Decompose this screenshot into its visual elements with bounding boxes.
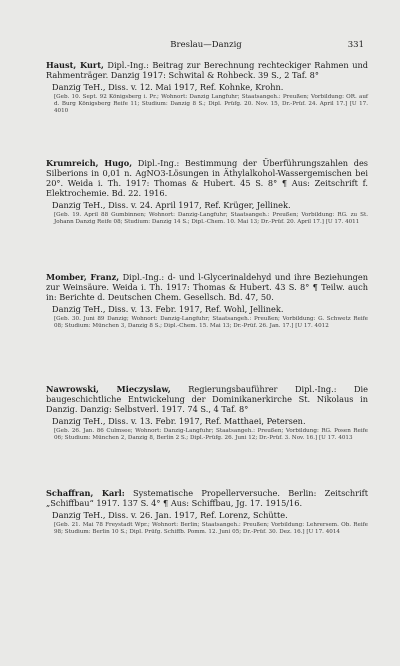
author-name: Nawrowski, Mieczyslaw, xyxy=(46,384,171,394)
title-text: Dipl.-Ing.: Beitrag zur Berechnung rechteckiger Rahmen und Rahmenträger. Danzig 1917: Schwital & Rohbeck. 39 S., 2 Taf. 8° xyxy=(46,60,368,80)
biographical-notes: [Geb. 30. Juni 89 Danzig; Wohnort: Danzig-Langfuhr; Staatsangeh.: Preußen; Vorbildung: G. Schwetz Reife 08; Studium: München 3, Danzig 8 S.; Dipl.-Chem. 15. Mai 13; Dr.-Prüf. 26. Jan. 17.] [U 17. 4012 xyxy=(54,316,368,329)
running-header xyxy=(48,40,364,54)
title-text: Dipl.-Ing.: d- und l-Glycerinaldehyd und ihre Beziehungen zur Weinsäure. Weida i. Th. 1917: Thomas & Hubert. 43 S. 8° ¶ Teilw. auch in: Berichte d. Deutschen Chem. Gesellsch. Bd. 47, 50. xyxy=(46,272,368,302)
author-name: Momber, Franz, xyxy=(46,272,120,282)
dissertation-line: Danzig TeH., Diss. v. 26. Jan. 1917, Ref. Lorenz, Schütte. xyxy=(52,510,288,520)
author-name: Krumreich, Hugo, xyxy=(46,158,133,168)
biographical-notes: [Geb. 26. Jan. 86 Culmsee; Wohnort: Danzig-Langfuhr; Staatsangeh.: Preußen; Vorbildung: RG. Posen Reife 06; Studium: München 2, Danzig 8, Berlin 2 S.; Dipl.-Prüfg. 26. Juni 12; Dr.-Prüf. 3. Nov. 16.] [U 17. 4013 xyxy=(54,428,368,441)
entry-momber xyxy=(46,272,368,330)
bibliographic-record xyxy=(46,60,368,80)
title-text: Systematische Propellerversuche. Berlin: Zeitschrift „Schiffbau“ 1917. 137 S. 4° ¶ Aus: Schiffbau, Jg. 17. 1915/16. xyxy=(46,488,368,508)
bibliographic-record xyxy=(46,158,368,198)
bibliographic-record xyxy=(46,384,368,414)
dissertation-line: Danzig TeH., Diss. v. 12. Mai 1917, Ref. Kohnke, Krohn. xyxy=(52,82,284,92)
title-text: Regierungsbauführer Dipl.-Ing.: Die baugeschichtliche Entwickelung der Dominikanerkirche St. Nikolaus in Danzig. Danzig: Selbstverl. 1917. 74 S., 4 Taf. 8° xyxy=(46,384,368,414)
bibliographic-record xyxy=(46,272,368,302)
author-name: Schaffran, Karl: xyxy=(46,488,125,498)
title-text: Dipl.-Ing.: Bestimmung der Überführungszahlen des Silberions in 0,01 n. AgNO3-Lösungen in Äthylalkohol-Wassergemischen bei 20°. Weida i. Th. 1917: Thomas & Hubert. 45 S. 8° ¶ Aus: Zeitschrift f. Elektrochemie. Bd. 22. 1916. xyxy=(46,158,369,198)
entry-krumreich xyxy=(46,158,368,226)
entry-schaffran xyxy=(46,488,368,536)
biographical-notes: [Geb. 10. Sept. 92 Königsberg i. Pr.; Wohnort: Danzig Langfuhr; Staatsangeh.: Preußen; Vorbildung: OR. auf d. Burg Königsberg Reife 11; Studium: Danzig 8 S.; Dipl. Prüfg. 20. Nov. 15, Dr.-Prüf. 24. April 17.] [U 17. 4010 xyxy=(54,94,368,114)
page-number: 331 xyxy=(347,40,364,50)
bibliographic-record xyxy=(46,488,368,508)
dissertation-line: Danzig TeH., Diss. v. 13. Febr. 1917, Ref. Wohl, Jellinek. xyxy=(52,304,284,314)
dissertation-line: Danzig TeH., Diss. v. 13. Febr. 1917, Ref. Matthaei, Petersen. xyxy=(52,416,306,426)
entry-haust xyxy=(46,60,368,115)
biographical-notes: [Geb. 21. Mai 78 Freystadt Wpr.; Wohnort: Berlin; Staatsangeh.: Preußen; Vorbildung: Lehrersem. Ob. Reife 98; Studium: Berlin 10 S.; Dipl. Prüfg. Schiffb. Pomm. 12. Juni 05; Dr.-Prüf. 30. Dez. 16.] [U 17. 4014 xyxy=(54,522,368,535)
running-title: Breslau—Danzig xyxy=(170,40,242,50)
author-name: Haust, Kurt, xyxy=(46,60,104,70)
entry-nawrowski xyxy=(46,384,368,442)
dissertation-line: Danzig TeH., Diss. v. 24. April 1917, Ref. Krüger, Jellinek. xyxy=(52,200,291,210)
biographical-notes: [Geb. 19. April 88 Gumbinnen; Wohnort: Danzig-Langfuhr; Staatsangeh.: Preußen; Vorbildung: RG. zu St. Johann Danzig Reife 08; Studium: Danzig 14 S.; Dipl.-Chem. 10. Mai 13; Dr.-Prüf. 20. April 17.] [U 17. 4011 xyxy=(54,212,368,225)
